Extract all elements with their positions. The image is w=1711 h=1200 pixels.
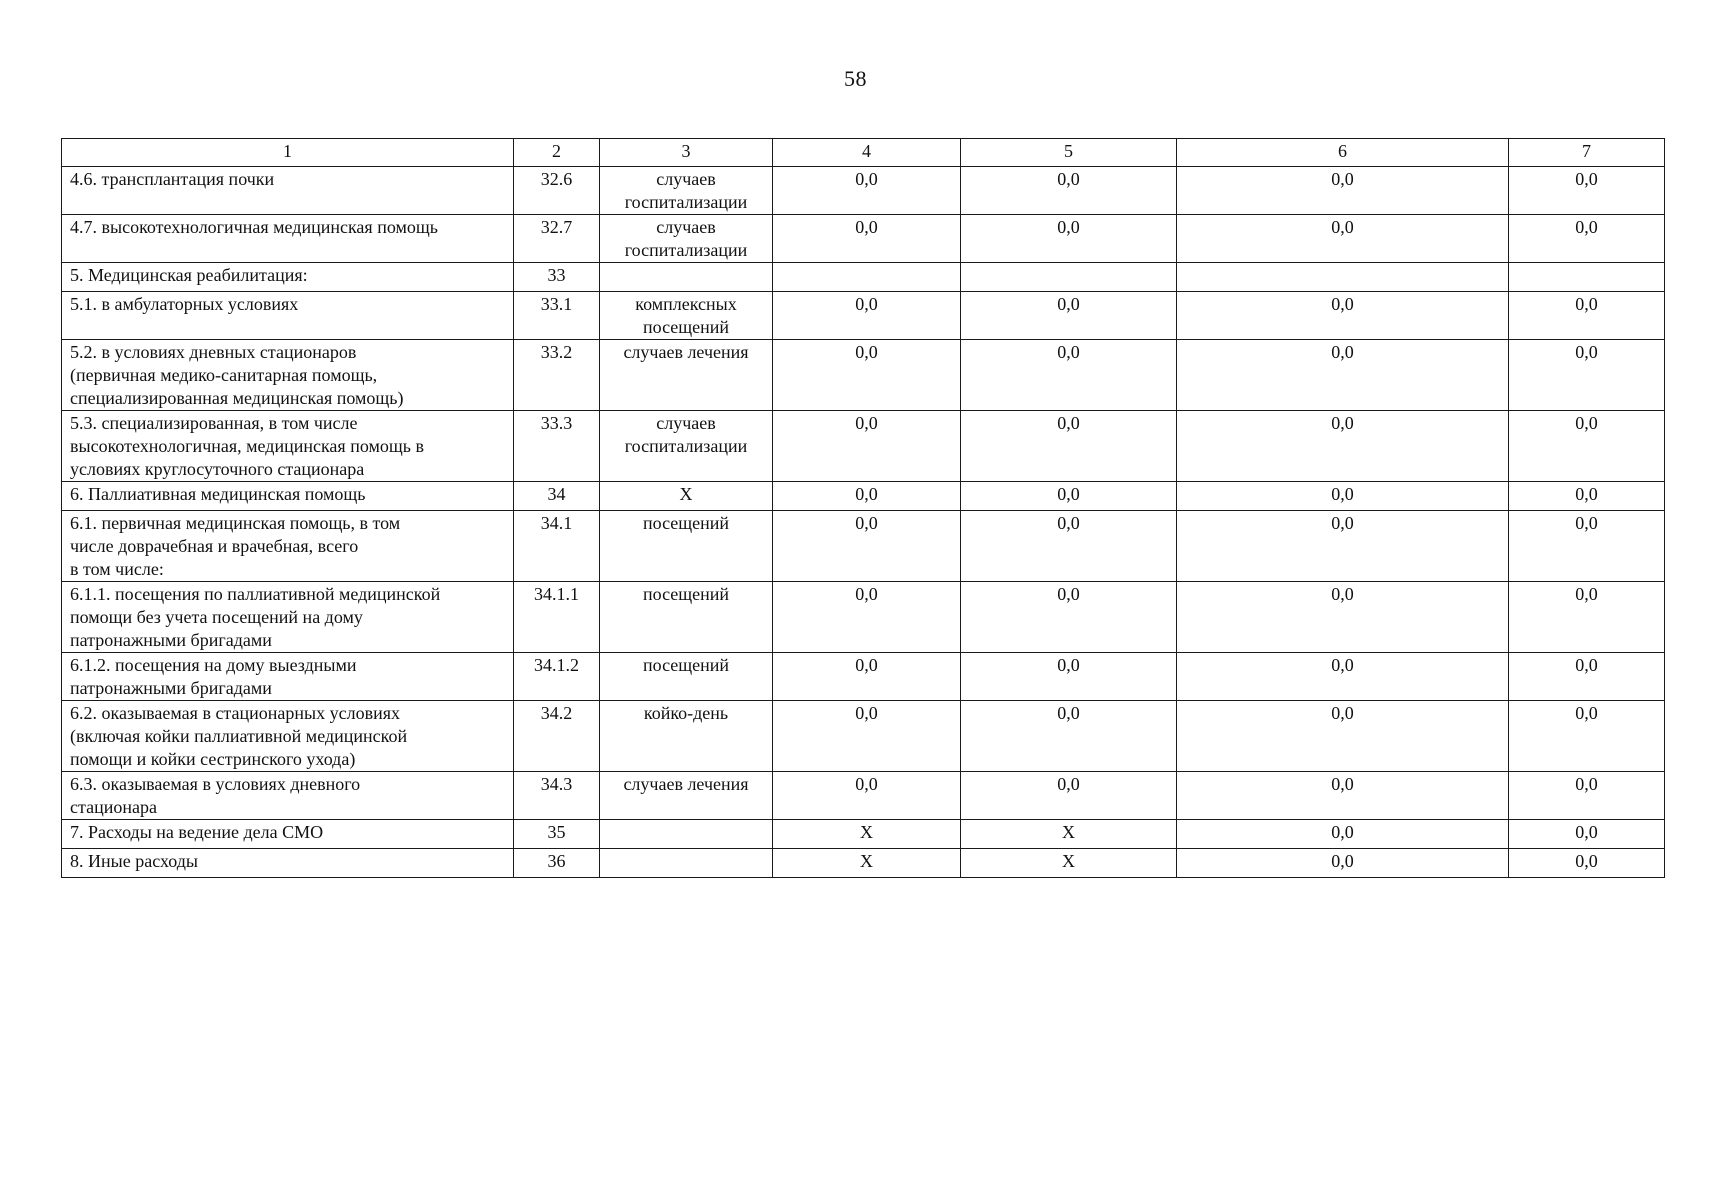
unit-of-measure: посещений (600, 653, 773, 701)
value-col-7: 0,0 (1509, 482, 1665, 511)
line-code: 33 (514, 263, 600, 292)
line-code: 36 (514, 849, 600, 878)
value-col-6: 0,0 (1177, 653, 1509, 701)
value-col-4: 0,0 (773, 772, 961, 820)
table-row (62, 292, 1665, 340)
unit-of-measure: случаев лечения (600, 772, 773, 820)
line-code: 34 (514, 482, 600, 511)
table-row (62, 582, 1665, 653)
value-col-4: 0,0 (773, 653, 961, 701)
value-col-7: 0,0 (1509, 292, 1665, 340)
value-col-7: 0,0 (1509, 215, 1665, 263)
table-row (62, 820, 1665, 849)
column-number: 6 (1177, 139, 1509, 167)
value-col-6: 0,0 (1177, 340, 1509, 411)
line-code: 34.2 (514, 701, 600, 772)
table-row (62, 340, 1665, 411)
table-row (62, 167, 1665, 215)
indicator-name: 5.2. в условиях дневных стационаров (первичная медико-санитарная помощь, специализированная медицинская помощь) (62, 340, 514, 411)
line-code: 32.6 (514, 167, 600, 215)
value-col-7: 0,0 (1509, 820, 1665, 849)
line-code: 35 (514, 820, 600, 849)
value-col-4: 0,0 (773, 511, 961, 582)
value-col-6: 0,0 (1177, 411, 1509, 482)
indicator-name: 6.2. оказываемая в стационарных условиях (включая койки паллиативной медицинской помощи и койки сестринского ухода) (62, 701, 514, 772)
indicator-name: 8. Иные расходы (62, 849, 514, 878)
column-number: 5 (961, 139, 1177, 167)
unit-of-measure (600, 820, 773, 849)
value-col-6: 0,0 (1177, 482, 1509, 511)
line-code: 33.2 (514, 340, 600, 411)
data-table (61, 138, 1665, 878)
value-col-5: 0,0 (961, 482, 1177, 511)
unit-of-measure: Х (600, 482, 773, 511)
line-code: 34.1.1 (514, 582, 600, 653)
indicator-name: 4.7. высокотехнологичная медицинская помощь (62, 215, 514, 263)
unit-of-measure: посещений (600, 582, 773, 653)
value-col-5: 0,0 (961, 411, 1177, 482)
value-col-5: 0,0 (961, 582, 1177, 653)
indicator-name: 6.3. оказываемая в условиях дневного стационара (62, 772, 514, 820)
column-number: 3 (600, 139, 773, 167)
line-code: 33.1 (514, 292, 600, 340)
table-row (62, 511, 1665, 582)
indicator-name: 6.1.2. посещения на дому выездными патронажными бригадами (62, 653, 514, 701)
indicator-name: 5.3. специализированная, в том числе высокотехнологичная, медицинская помощь в условиях круглосуточного стационара (62, 411, 514, 482)
value-col-5: 0,0 (961, 701, 1177, 772)
value-col-5: Х (961, 849, 1177, 878)
column-number: 1 (62, 139, 514, 167)
table-row (62, 849, 1665, 878)
value-col-4: 0,0 (773, 215, 961, 263)
value-col-6: 0,0 (1177, 849, 1509, 878)
indicator-name: 6. Паллиативная медицинская помощь (62, 482, 514, 511)
value-col-6: 0,0 (1177, 292, 1509, 340)
indicator-name: 7. Расходы на ведение дела СМО (62, 820, 514, 849)
value-col-4 (773, 263, 961, 292)
table-row (62, 411, 1665, 482)
unit-of-measure: случаев лечения (600, 340, 773, 411)
value-col-7: 0,0 (1509, 772, 1665, 820)
value-col-7: 0,0 (1509, 511, 1665, 582)
indicator-name: 5. Медицинская реабилитация: (62, 263, 514, 292)
line-code: 32.7 (514, 215, 600, 263)
value-col-4: 0,0 (773, 411, 961, 482)
value-col-6 (1177, 263, 1509, 292)
column-number: 7 (1509, 139, 1665, 167)
unit-of-measure: койко-день (600, 701, 773, 772)
unit-of-measure: случаев госпитализации (600, 215, 773, 263)
table-row (62, 772, 1665, 820)
unit-of-measure (600, 263, 773, 292)
indicator-name: 6.1.1. посещения по паллиативной медицинской помощи без учета посещений на дому патронажными бригадами (62, 582, 514, 653)
value-col-5 (961, 263, 1177, 292)
value-col-7: 0,0 (1509, 701, 1665, 772)
column-number-row (62, 139, 1665, 167)
line-code: 34.3 (514, 772, 600, 820)
value-col-4: 0,0 (773, 482, 961, 511)
line-code: 34.1.2 (514, 653, 600, 701)
column-number: 2 (514, 139, 600, 167)
unit-of-measure: случаев госпитализации (600, 411, 773, 482)
value-col-7: 0,0 (1509, 167, 1665, 215)
value-col-5: 0,0 (961, 772, 1177, 820)
value-col-4: 0,0 (773, 340, 961, 411)
indicator-name: 5.1. в амбулаторных условиях (62, 292, 514, 340)
line-code: 33.3 (514, 411, 600, 482)
value-col-5: 0,0 (961, 653, 1177, 701)
value-col-6: 0,0 (1177, 215, 1509, 263)
value-col-6: 0,0 (1177, 582, 1509, 653)
line-code: 34.1 (514, 511, 600, 582)
unit-of-measure (600, 849, 773, 878)
value-col-6: 0,0 (1177, 772, 1509, 820)
value-col-4: Х (773, 849, 961, 878)
value-col-6: 0,0 (1177, 511, 1509, 582)
value-col-5: Х (961, 820, 1177, 849)
value-col-7: 0,0 (1509, 340, 1665, 411)
table-row (62, 653, 1665, 701)
table-row (62, 482, 1665, 511)
value-col-4: 0,0 (773, 292, 961, 340)
value-col-7: 0,0 (1509, 849, 1665, 878)
value-col-7: 0,0 (1509, 653, 1665, 701)
value-col-7: 0,0 (1509, 411, 1665, 482)
value-col-6: 0,0 (1177, 701, 1509, 772)
value-col-5: 0,0 (961, 215, 1177, 263)
indicator-name: 4.6. трансплантация почки (62, 167, 514, 215)
value-col-5: 0,0 (961, 167, 1177, 215)
page-number: 58 (844, 66, 867, 91)
indicator-name: 6.1. первичная медицинская помощь, в том числе доврачебная и врачебная, всего в том числе: (62, 511, 514, 582)
value-col-5: 0,0 (961, 511, 1177, 582)
value-col-4: 0,0 (773, 701, 961, 772)
value-col-7 (1509, 263, 1665, 292)
table-row (62, 701, 1665, 772)
unit-of-measure: комплексных посещений (600, 292, 773, 340)
value-col-5: 0,0 (961, 340, 1177, 411)
column-number: 4 (773, 139, 961, 167)
table-row (62, 215, 1665, 263)
value-col-5: 0,0 (961, 292, 1177, 340)
value-col-6: 0,0 (1177, 167, 1509, 215)
value-col-7: 0,0 (1509, 582, 1665, 653)
unit-of-measure: посещений (600, 511, 773, 582)
table-row (62, 263, 1665, 292)
value-col-6: 0,0 (1177, 820, 1509, 849)
value-col-4: 0,0 (773, 167, 961, 215)
unit-of-measure: случаев госпитализации (600, 167, 773, 215)
value-col-4: Х (773, 820, 961, 849)
value-col-4: 0,0 (773, 582, 961, 653)
